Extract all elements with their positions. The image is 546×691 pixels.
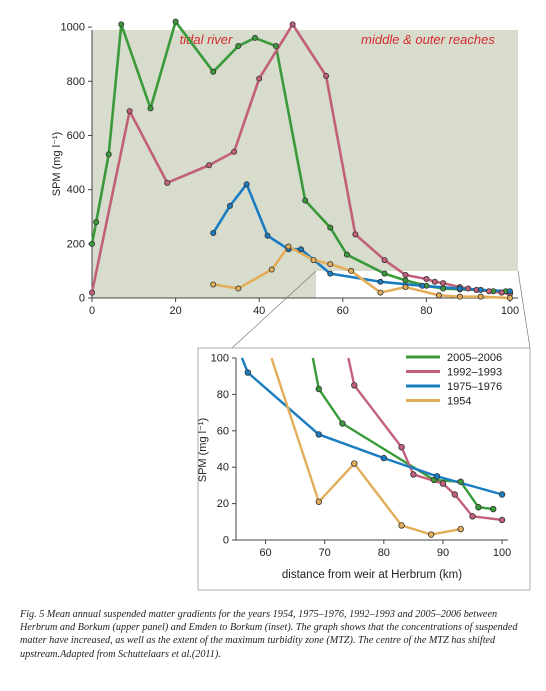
x-tick-label: 80 (420, 305, 433, 317)
data-point-orange (211, 282, 216, 287)
data-point-blue (265, 233, 270, 238)
upper-panel (51, 19, 519, 317)
data-point-pink (441, 281, 446, 286)
data-point-green (340, 421, 346, 427)
data-point-pink (470, 514, 476, 520)
data-point-green (273, 43, 278, 48)
data-point-blue (499, 492, 505, 498)
y-tick-label: 1000 (60, 21, 85, 34)
data-point-green (89, 241, 94, 246)
figure-caption: Fig. 5 Mean annual suspended matter gradients for the years 1954, 1975–1976, 1992–1993 and 2005–2006 between Herbrum and Borkum (upper panel) and Emden to Borkum (inset). The graph shows that the concentrations of suspended matter have increased, as well as the extent of the maximum turbidity zone (MTZ). The centre of the MTZ has shifted upstream.Adapted from Schuttelaars et al.(2011). (20, 609, 518, 660)
data-point-orange (328, 262, 333, 267)
upper-x-ticks (89, 298, 519, 317)
data-point-orange (403, 285, 408, 290)
data-point-pink (499, 290, 504, 295)
zoom-connector-right (518, 271, 530, 348)
data-point-blue (381, 455, 387, 461)
data-point-green (94, 220, 99, 225)
data-point-pink (466, 286, 471, 291)
y-tick-label: 600 (66, 129, 85, 142)
data-point-orange (457, 294, 462, 299)
data-point-pink (232, 149, 237, 154)
data-point-orange (351, 461, 357, 467)
data-point-orange (269, 267, 274, 272)
data-point-orange (316, 499, 322, 505)
data-point-green (490, 506, 496, 512)
data-point-orange (378, 290, 383, 295)
data-point-orange (458, 526, 464, 532)
data-point-green (344, 252, 349, 257)
data-point-green (382, 271, 387, 276)
x-tick-label: 20 (169, 305, 182, 317)
data-point-orange (399, 523, 405, 529)
data-point-pink (89, 290, 94, 295)
legend-label-blue: 1975–1976 (447, 381, 503, 393)
data-point-pink (353, 232, 358, 237)
data-point-pink (165, 180, 170, 185)
data-point-green (328, 225, 333, 230)
data-point-blue (507, 289, 512, 294)
y-tick-label: 40 (216, 461, 229, 474)
data-point-green (211, 69, 216, 74)
x-tick-label: 0 (88, 305, 96, 317)
data-point-blue (420, 283, 425, 288)
data-point-blue (298, 247, 303, 252)
data-point-blue (328, 271, 333, 276)
data-point-green (441, 286, 446, 291)
data-point-blue (378, 279, 383, 284)
region-label-middle-outer-reaches: middle & outer reaches (361, 32, 495, 47)
data-point-blue (211, 230, 216, 235)
data-point-pink (499, 517, 505, 523)
x-tick-label: 100 (492, 547, 512, 559)
data-point-orange (236, 286, 241, 291)
data-point-green (236, 43, 241, 48)
data-point-blue (227, 203, 232, 208)
data-point-green (476, 504, 482, 510)
inset-panel (197, 348, 530, 590)
y-tick-label: 200 (66, 238, 85, 251)
data-point-orange (349, 268, 354, 273)
data-point-orange (507, 295, 512, 300)
data-point-blue (434, 474, 440, 480)
data-point-orange (478, 294, 483, 299)
y-tick-label: 80 (216, 388, 229, 401)
y-tick-label: 60 (216, 425, 229, 438)
data-point-blue (244, 182, 249, 187)
data-point-orange (311, 257, 316, 262)
data-point-green (316, 386, 322, 392)
y-tick-label: 800 (66, 75, 85, 88)
data-point-pink (452, 492, 458, 498)
data-point-pink (432, 279, 437, 284)
x-tick-label: 60 (259, 547, 272, 559)
inset-y-axis-label: SPM (mg l⁻¹) (197, 417, 209, 483)
data-point-green (119, 22, 124, 27)
upper-y-axis-label: SPM (mg l⁻¹) (51, 131, 63, 197)
data-point-pink (206, 163, 211, 168)
y-tick-label: 20 (216, 498, 229, 511)
x-tick-label: 40 (253, 305, 266, 317)
upper-y-ticks (61, 22, 92, 305)
data-point-green (458, 479, 464, 485)
data-point-pink (440, 481, 446, 487)
data-point-pink (424, 276, 429, 281)
data-point-pink (290, 22, 295, 27)
data-point-green (252, 35, 257, 40)
data-point-orange (436, 293, 441, 298)
data-point-green (303, 198, 308, 203)
inset-x-axis-label: distance from weir at Herbrum (km) (281, 569, 463, 581)
data-point-pink (382, 257, 387, 262)
x-tick-label: 80 (377, 547, 390, 559)
data-point-pink (323, 73, 328, 78)
data-point-pink (487, 289, 492, 294)
legend-label-pink: 1992–1993 (447, 366, 503, 379)
data-point-green (106, 152, 111, 157)
x-tick-label: 70 (318, 547, 331, 559)
data-point-blue (478, 287, 483, 292)
legend-label-green: 2005–2006 (447, 352, 503, 364)
data-point-pink (351, 383, 357, 389)
data-point-green (403, 278, 408, 283)
x-tick-label: 100 (500, 305, 520, 317)
y-tick-label: 400 (66, 184, 85, 197)
data-point-pink (403, 272, 408, 277)
x-tick-label: 90 (436, 547, 450, 559)
data-point-pink (399, 444, 405, 450)
data-point-blue (245, 370, 251, 376)
data-point-pink (411, 472, 417, 478)
data-point-pink (127, 108, 132, 113)
data-point-pink (257, 76, 262, 81)
x-tick-label: 60 (336, 305, 349, 317)
y-tick-label: 0 (222, 534, 229, 547)
y-tick-label: 100 (210, 352, 229, 365)
data-point-green (173, 19, 178, 24)
data-point-blue (457, 286, 462, 291)
data-point-blue (316, 432, 322, 438)
data-point-green (148, 106, 153, 111)
y-tick-label: 0 (78, 292, 85, 305)
data-point-orange (428, 532, 434, 538)
data-point-orange (286, 244, 291, 249)
region-label-tidal-river: tidal river (179, 32, 233, 47)
legend-label-orange: 1954 (447, 395, 472, 408)
